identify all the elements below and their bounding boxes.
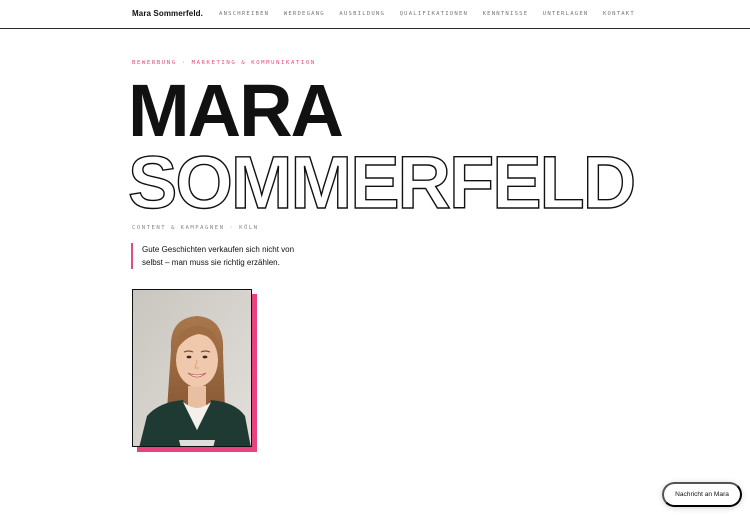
brand-name: Mara Sommerfeld xyxy=(132,9,201,18)
nav-item-kontakt[interactable]: KONTAKT xyxy=(602,11,635,17)
hero-eyebrow: BEWERBUNG · MARKETING & KOMMUNIKATION xyxy=(132,60,316,66)
portrait-photo xyxy=(132,289,252,447)
message-mara-button[interactable]: Nachricht an Mara xyxy=(662,482,742,507)
nav-menu xyxy=(219,11,649,17)
hero-quote xyxy=(131,243,331,269)
brand-logo[interactable] xyxy=(132,9,203,18)
portrait-frame xyxy=(132,289,258,453)
hero-first-name: MARA xyxy=(128,69,342,152)
quote-line-2: selbst – man muss sie richtig erzählen. xyxy=(142,258,280,267)
nav-item-qualifikationen[interactable]: QUALIFIKATIONEN xyxy=(399,11,469,17)
hero-last-name: SOMMERFELD xyxy=(128,141,635,224)
hero-subtitle: CONTENT & KAMPAGNEN · KÖLN xyxy=(132,225,259,231)
nav-item-kenntnisse[interactable]: KENNTNISSE xyxy=(482,11,529,17)
nav-item-anschreiben[interactable]: ANSCHREIBEN xyxy=(219,11,270,17)
portrait-illustration xyxy=(133,290,252,447)
nav-item-werdegang[interactable]: WERDEGANG xyxy=(283,11,325,17)
quote-line-1: Gute Geschichten verkaufen sich nicht von xyxy=(142,245,295,254)
brand-dot: . xyxy=(200,9,203,18)
top-nav xyxy=(0,0,750,29)
nav-item-ausbildung[interactable]: AUSBILDUNG xyxy=(339,11,386,17)
nav-item-unterlagen[interactable]: UNTERLAGEN xyxy=(542,11,589,17)
